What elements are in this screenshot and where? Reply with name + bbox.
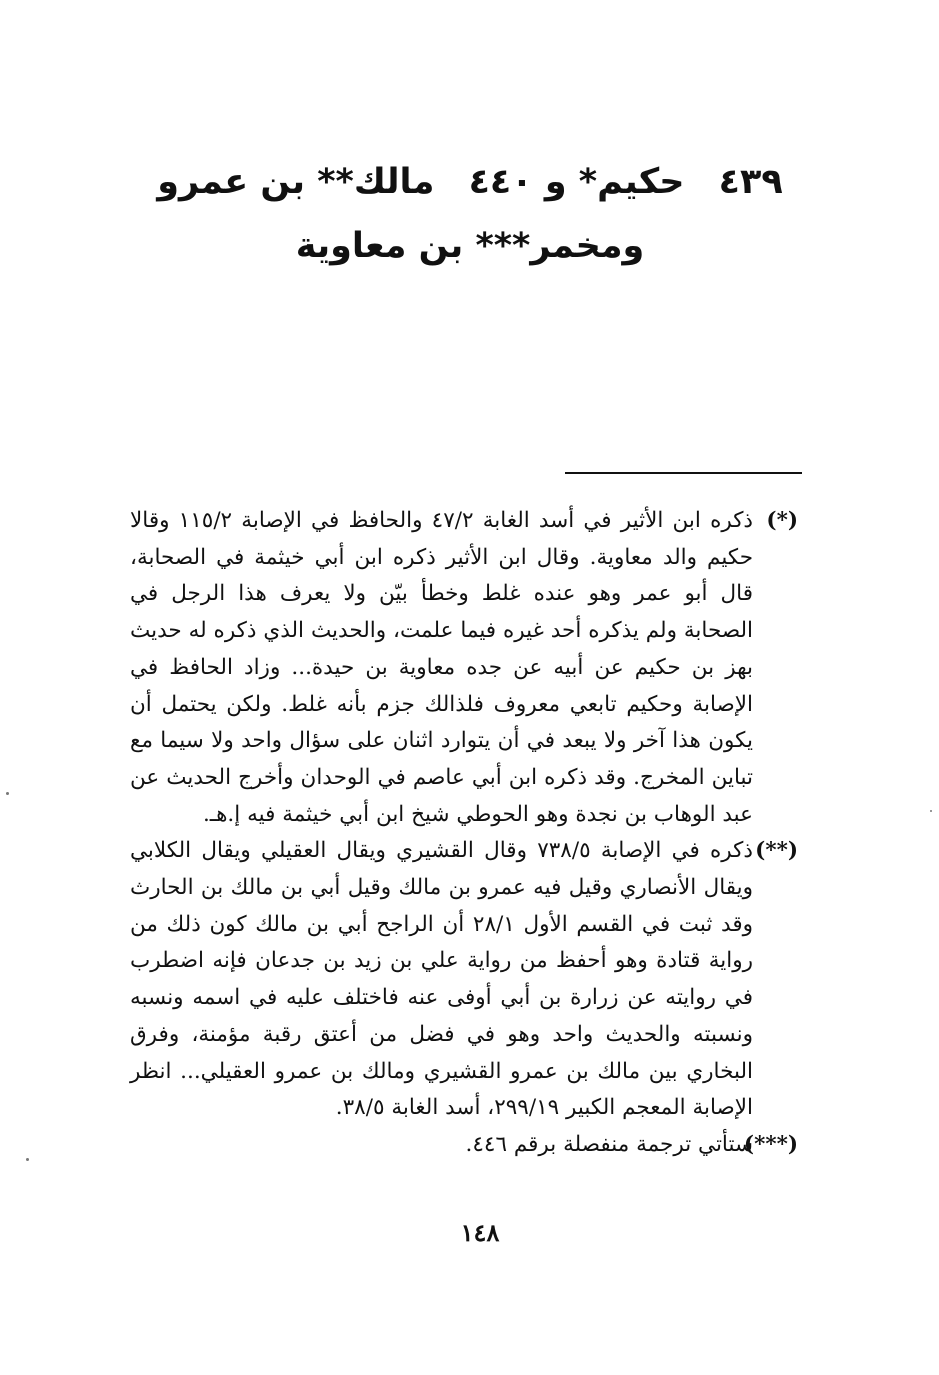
entry-number-440: ٤٤٠ (468, 162, 533, 202)
heading-line-1 (120, 150, 820, 214)
footnote-1-text: ذكره ابن الأثير في أسد الغابة ٤٧/٢ والحافظ في الإصابة ١١٥/٢ وقالا حكيم والد معاوية. وقال ابن الأثير ذكره ابن أبي خيثمة في الصحابة، قال أبو عمر وهو عنده غلط وخطأ بيّن ولا يعرف هذا الرجل في الصحابة ولم يذكره أحد غيره فيما علمت، والحديث الذي ذكره له حديث بهز بن حكيم عن أبيه عن جده معاوية بن حيدة... وزاد الحافظ في الإصابة وحكيم تابعي معروف فلذالك جزم بأنه غلط. ولكن يحتمل أن يكون هذا آخر ولا يبعد في أن يتوارد اثنان على سؤال واحد ولا سيما مع تباين المخرج. وقد ذكره ابن أبي عاصم في الوحدان وأخرج الحديث عن عبد الوهاب بن نجدة وهو الحوطي شيخ ابن أبي خيثمة فيه إ.هـ. (130, 508, 754, 827)
entry-name-malik: مالك** (317, 162, 435, 202)
footnote-3-marker: (***) (743, 1131, 798, 1157)
scan-speck (930, 810, 932, 812)
footnote-separator-rule (565, 472, 802, 474)
heading-conjunction: و (544, 162, 567, 202)
footnote-2-text: ذكره في الإصابة ٧٣٨/٥ وقال القشيري ويقال العقيلي ويقال الكلابي ويقال الأنصاري وقيل فيه عمرو بن مالك وقيل أبي بن مالك بن الحارث وقد ثبت في القسم الأول ٢٨/١ أن الراجح أبي بن مالك كون ذلك من رواية قتادة وهو أحفظ من رواية علي بن زيد بن جدعان فإنه اضطرب في روايته عن زرارة بن أبي أوفى عنه فاختلف عليه في اسمه ونسبه ونسبته والحديث واحد وهو في فضل من أعتق رقبة مؤمنة، وفرق البخاري بين مالك بن عمرو القشيري ومالك بن عمرو العقيلي... انظر الإصابة المعجم الكبير ٢٩٩/١٩، أسد الغابة ٣٨/٥. (130, 838, 753, 1121)
footnotes-section (130, 503, 798, 1164)
footnote-3-text: ستأتي ترجمة منفصلة برقم ٤٤٦. (465, 1131, 753, 1157)
footnote-2-marker: (**) (755, 838, 798, 864)
heading-line-2: ومخمر*** بن معاوية (295, 226, 645, 266)
entry-name-hakim: حكيم* (578, 162, 685, 202)
footnote-1 (130, 503, 798, 833)
page-number: ١٤٨ (460, 1218, 500, 1247)
section-heading (120, 150, 820, 278)
entry-name-lineage: بن عمرو (157, 162, 306, 202)
scan-speck (6, 792, 9, 795)
footnote-2 (130, 833, 798, 1127)
footnote-3 (130, 1127, 798, 1164)
footnote-1-marker: (*) (766, 508, 798, 533)
scan-speck (26, 1158, 29, 1161)
entry-number-439: ٤٣٩ (718, 162, 783, 202)
